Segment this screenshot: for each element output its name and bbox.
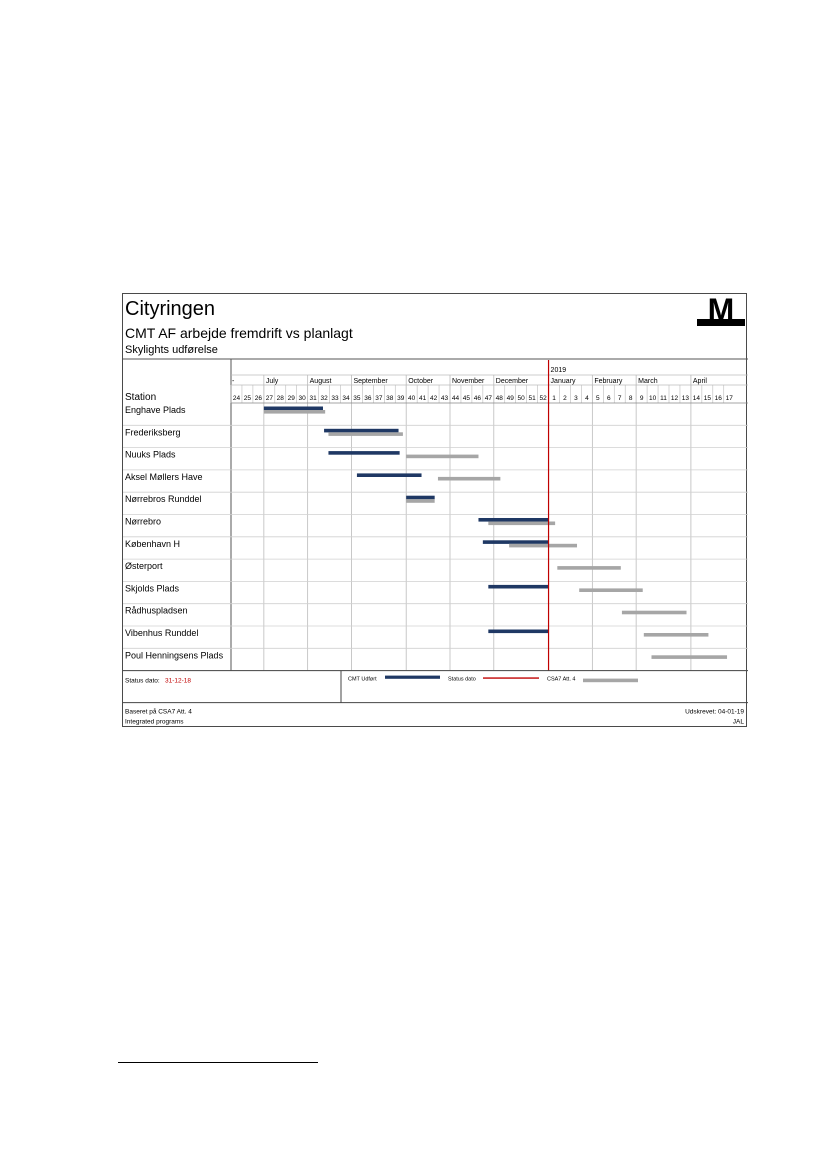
actual-bar bbox=[406, 496, 434, 500]
station-label: Poul Henningsens Plads bbox=[125, 650, 224, 661]
planned-bar bbox=[488, 522, 555, 526]
chart-title: Cityringen bbox=[125, 298, 216, 320]
week-tick-label: 32 bbox=[320, 395, 328, 402]
week-tick-label: 27 bbox=[265, 395, 273, 402]
planned-bar bbox=[509, 544, 577, 548]
week-tick-label: 3 bbox=[574, 395, 578, 402]
week-tick-label: 1 bbox=[552, 395, 556, 402]
footer-basis-text: Baseret på CSA7 Att. 4 bbox=[125, 708, 192, 716]
footnote-separator bbox=[118, 1062, 318, 1063]
month-label-prev: - bbox=[232, 378, 235, 385]
actual-bar bbox=[483, 540, 549, 544]
week-tick-label: 26 bbox=[254, 395, 262, 402]
week-tick-label: 42 bbox=[429, 395, 438, 402]
week-tick-label: 4 bbox=[585, 395, 589, 402]
week-tick-label: 11 bbox=[660, 395, 667, 402]
month-label: September bbox=[353, 378, 388, 385]
week-tick-label: 52 bbox=[539, 395, 547, 402]
station-label: Vibenhus Runddel bbox=[125, 628, 199, 638]
week-tick-label: 13 bbox=[681, 395, 690, 402]
month-label: March bbox=[638, 378, 658, 385]
month-label: April bbox=[692, 378, 707, 385]
week-tick-label: 12 bbox=[670, 395, 679, 402]
station-label: København H bbox=[125, 538, 181, 549]
legend-actual-label: CMT Udført bbox=[348, 676, 377, 683]
station-label: Skjolds Plads bbox=[125, 583, 180, 594]
week-tick-label: 28 bbox=[276, 395, 284, 402]
station-label: Nørrebros Runddel bbox=[125, 494, 202, 505]
week-tick-label: 17 bbox=[725, 395, 733, 402]
week-tick-label: 49 bbox=[506, 395, 514, 402]
station-label: Nørrebro bbox=[125, 516, 162, 527]
chart-subtitle-secondary: Skylights udførelse bbox=[125, 344, 218, 356]
planned-bar bbox=[622, 611, 687, 615]
planned-bar bbox=[579, 588, 643, 592]
week-tick-label: 34 bbox=[342, 395, 350, 402]
week-tick-label: 41 bbox=[419, 395, 427, 402]
chart-subtitle: CMT AF arbejde fremdrift vs planlagt bbox=[125, 325, 353, 341]
week-tick-label: 51 bbox=[528, 395, 536, 402]
actual-bar bbox=[478, 518, 548, 522]
station-label: Nuuks Plads bbox=[125, 449, 176, 460]
footer-program-text: Integrated programs bbox=[125, 718, 184, 726]
month-label: July bbox=[265, 378, 279, 385]
week-tick-label: 24 bbox=[232, 395, 241, 402]
planned-bar bbox=[438, 477, 500, 481]
week-tick-label: 8 bbox=[628, 395, 633, 402]
week-tick-label: 38 bbox=[386, 395, 394, 402]
planned-bar bbox=[264, 410, 325, 414]
gantt-plot bbox=[123, 294, 748, 728]
planned-bar bbox=[651, 655, 727, 659]
week-tick-label: 2 bbox=[563, 395, 567, 402]
month-label: October bbox=[408, 378, 434, 385]
week-tick-label: 31 bbox=[309, 395, 317, 402]
footer-initials-text: JAL bbox=[732, 718, 744, 726]
footer-printed-text: Udskrevet: 04-01-19 bbox=[685, 708, 744, 716]
week-tick-label: 25 bbox=[243, 395, 252, 402]
week-tick-label: 45 bbox=[462, 395, 471, 402]
station-label: Østerport bbox=[125, 561, 163, 572]
legend-planned-swatch bbox=[583, 679, 638, 683]
week-tick-label: 44 bbox=[451, 395, 460, 402]
week-tick-label: 48 bbox=[495, 395, 503, 402]
week-tick-label: 33 bbox=[331, 395, 339, 402]
week-tick-label: 46 bbox=[473, 395, 481, 402]
actual-bar bbox=[264, 407, 323, 411]
station-column-header: Station bbox=[125, 392, 157, 403]
week-tick-label: 37 bbox=[375, 395, 383, 402]
status-date-label: Status dato: bbox=[125, 677, 160, 685]
actual-bar bbox=[357, 473, 422, 477]
month-label: January bbox=[550, 378, 576, 385]
planned-bar bbox=[644, 633, 709, 637]
legend-actual-swatch bbox=[385, 676, 440, 679]
actual-bar bbox=[324, 429, 398, 433]
station-label: Rådhuspladsen bbox=[125, 605, 188, 616]
actual-bar bbox=[488, 585, 548, 589]
status-date-value: 31-12-18 bbox=[165, 677, 192, 685]
planned-bar bbox=[406, 455, 478, 459]
station-label: Aksel Møllers Have bbox=[125, 471, 203, 482]
month-label: February bbox=[594, 378, 623, 385]
week-tick-label: 9 bbox=[639, 395, 644, 402]
week-tick-label: 6 bbox=[606, 395, 611, 402]
week-tick-label: 16 bbox=[714, 395, 722, 402]
gantt-chart-frame bbox=[122, 293, 747, 727]
week-tick-label: 7 bbox=[617, 395, 622, 402]
legend-status-label: Status dato bbox=[448, 676, 476, 683]
week-tick-label: 40 bbox=[408, 395, 416, 402]
week-tick-label: 14 bbox=[692, 395, 700, 402]
actual-bar bbox=[328, 451, 399, 455]
week-tick-label: 30 bbox=[298, 395, 306, 402]
week-tick-label: 50 bbox=[517, 395, 525, 402]
actual-bar bbox=[488, 630, 548, 634]
legend-planned-label: CSA7 Att. 4 bbox=[547, 676, 576, 683]
month-label: August bbox=[309, 378, 332, 385]
week-tick-label: 47 bbox=[484, 395, 492, 402]
week-tick-label: 35 bbox=[353, 395, 361, 402]
planned-bar bbox=[557, 566, 621, 570]
station-label: Frederiksberg bbox=[125, 427, 181, 438]
week-tick-label: 15 bbox=[703, 395, 711, 402]
week-tick-label: 43 bbox=[440, 395, 449, 402]
month-label: December bbox=[495, 378, 529, 385]
week-tick-label: 36 bbox=[364, 395, 372, 402]
planned-bar bbox=[406, 499, 434, 503]
year-label: 2019 bbox=[550, 367, 567, 374]
station-label: Enghave Plads bbox=[125, 405, 186, 415]
month-label: November bbox=[452, 378, 485, 385]
week-tick-label: 29 bbox=[287, 395, 295, 402]
week-tick-label: 10 bbox=[648, 395, 657, 402]
week-tick-label: 39 bbox=[397, 395, 405, 402]
week-tick-label: 5 bbox=[596, 395, 600, 402]
planned-bar bbox=[328, 432, 402, 436]
metro-logo-letter: M bbox=[707, 295, 735, 328]
